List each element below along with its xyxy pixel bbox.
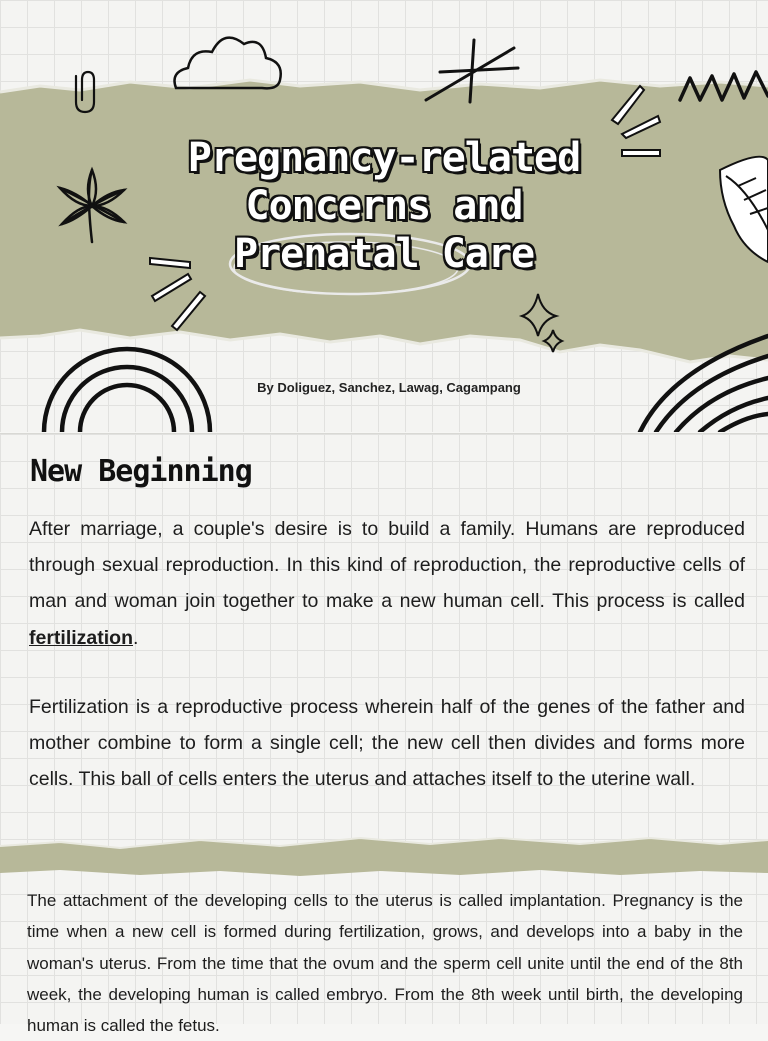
paragraph-text: After marriage, a couple's desire is to build a family. Humans are reproduced through sexual reproduction. In this kind of reproduction, the reproductive cells of man and woman join together to make a new human cell. This process is called bbox=[29, 518, 745, 613]
torn-paper-band bbox=[0, 838, 768, 868]
body-paragraph: Fertilization is a reproductive process wherein half of the genes of the father and mother combine to form a single cell; the new cell then divides and forms more cells. This ball of cells enters the uterus and attaches itself to the uterine wall. bbox=[29, 696, 745, 791]
title-line: Concerns and bbox=[245, 183, 523, 229]
author-byline: By Doliguez, Sanchez, Lawag, Cagampang bbox=[257, 380, 521, 395]
document-title bbox=[0, 134, 768, 278]
title-line: Pregnancy-related bbox=[187, 135, 581, 181]
torn-paper-band bbox=[0, 867, 768, 876]
body-paragraph: The attachment of the developing cells to the uterus is called implantation. Pregnancy is the time when a new cell is formed during fertilization, grows, and develops into a baby in the woman's uterus. From the time that the ovum and the sperm cell unite until the end of the 8th week, the developing human is called embryo. From the 8th week until birth, the developing human is called the fetus. bbox=[27, 891, 743, 1036]
title-line: Prenatal Care bbox=[233, 231, 535, 277]
section-heading: New Beginning bbox=[30, 454, 252, 489]
cover-page bbox=[0, 0, 768, 432]
key-term: fertilization bbox=[29, 626, 134, 649]
paragraph-end: . bbox=[133, 626, 139, 649]
body-paragraph bbox=[29, 511, 745, 656]
